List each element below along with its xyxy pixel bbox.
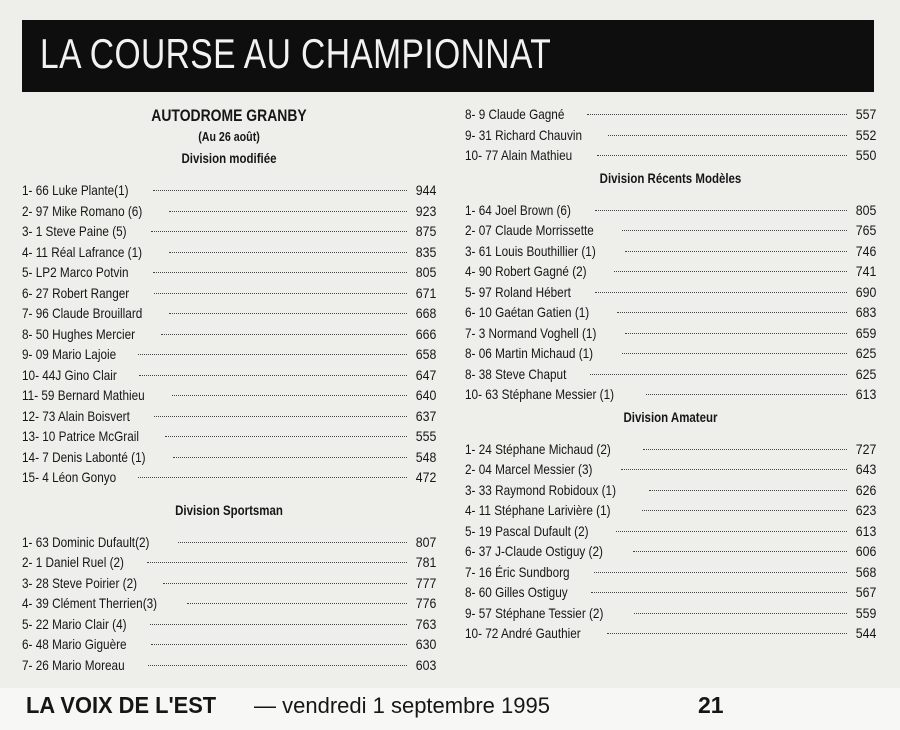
dot-leader [616,531,847,532]
publication-date: — vendredi 1 septembre 1995 [254,693,550,718]
points-value: 805 [855,201,876,218]
dot-leader [646,394,846,395]
standings-row [465,384,876,405]
driver-entry: 2- 07 Claude Morrissette [465,222,594,238]
points-value: 765 [855,222,876,238]
dot-leader [633,551,846,552]
points-value: 647 [415,366,436,383]
driver-entry: 12- 73 Alain Boisvert [22,407,130,424]
points-value: 640 [415,387,436,403]
dot-leader [153,190,407,191]
standings-row [22,406,436,427]
points-value: 807 [415,533,436,550]
standings-row [465,145,876,166]
dot-leader [617,312,847,313]
dot-leader [161,334,407,335]
standings-row [22,593,436,614]
driver-entry: 10- 44J Gino Clair [22,366,117,383]
dot-leader [151,231,407,232]
standings-row [465,241,876,262]
points-value: 763 [415,615,436,632]
standings-row [465,582,876,603]
standings-row [465,541,876,562]
standings-row [465,459,876,480]
driver-entry: 15- 4 Léon Gonyo [22,469,117,485]
standings-row [22,447,436,468]
dot-leader [614,271,847,272]
driver-entry: 10- 77 Alain Mathieu [465,147,573,163]
points-value: 472 [415,469,436,485]
points-value: 548 [415,448,436,465]
driver-entry: 1- 64 Joel Brown (6) [465,201,571,218]
points-value: 568 [855,563,876,580]
dot-leader [165,436,406,437]
driver-entry: 8- 50 Hughes Mercier [22,325,136,342]
dot-leader [138,354,407,355]
as-of-date: (Au 26 août) [198,129,260,144]
dot-leader [148,665,406,666]
driver-entry: 5- 19 Pascal Dufault (2) [465,522,589,539]
standings-row [22,385,436,406]
driver-entry: 4- 90 Robert Gagné (2) [465,263,587,279]
points-value: 781 [415,554,436,570]
standings-row [465,500,876,521]
points-value: 944 [415,182,436,198]
points-value: 690 [855,283,876,300]
points-value: 643 [855,461,876,477]
driver-entry: 13- 10 Patrice McGrail [22,428,139,444]
driver-entry: 7- 16 Éric Sundborg [465,563,570,580]
driver-entry: 9- 31 Richard Chauvin [465,126,583,143]
points-value: 603 [415,656,436,673]
driver-entry: 6- 10 Gaétan Gatien (1) [465,304,590,320]
standings-row [22,426,436,447]
dot-leader [607,633,847,634]
points-value: 625 [855,365,876,382]
driver-entry: 3- 28 Steve Poirier (2) [22,574,138,591]
dot-leader [649,490,847,491]
points-value: 613 [855,386,876,402]
driver-entry: 10- 63 Stéphane Messier (1) [465,386,615,402]
dot-leader [590,374,847,375]
points-value: 552 [855,126,876,143]
standings-row [22,242,436,263]
driver-entry: 4- 39 Clément Therrien(3) [22,595,158,611]
standings-row [22,324,436,345]
standings-row [465,104,876,125]
points-value: 727 [855,440,876,457]
division-heading: Division Récents Modèles [599,169,742,186]
division-heading: Division Amateur [623,408,718,425]
driver-entry: 3- 1 Steve Paine (5) [22,223,127,239]
points-value: 923 [415,202,436,219]
driver-entry: 6- 48 Mario Giguère [22,636,127,652]
standings-row [465,439,876,460]
points-value: 683 [855,304,876,320]
driver-entry: 14- 7 Denis Labonté (1) [22,448,146,465]
points-value: 567 [855,584,876,600]
driver-entry: 4- 11 Stéphane Larivière (1) [465,502,611,518]
driver-entry: 7- 3 Normand Voghell (1) [465,324,597,341]
standings-row [22,303,436,324]
standings-row [465,261,876,282]
points-value: 776 [415,595,436,611]
standings-row [465,200,876,221]
driver-entry: 6- 27 Robert Ranger [22,284,130,301]
driver-entry: 5- LP2 Marco Potvin [22,264,129,280]
standings-row [22,365,436,386]
dot-leader [595,292,847,293]
dot-leader [151,644,407,645]
dot-leader [608,135,846,136]
standings-row [22,283,436,304]
dot-leader [642,510,846,511]
dot-leader [621,469,847,470]
points-value: 671 [415,284,436,301]
page-footer [0,688,900,730]
dot-leader [178,542,407,543]
points-value: 835 [415,243,436,260]
dot-leader [595,210,847,211]
points-value: 559 [855,604,876,621]
dot-leader [163,583,407,584]
driver-entry: 3- 33 Raymond Robidoux (1) [465,481,617,498]
left-column [22,104,436,675]
dot-leader [169,313,406,314]
standings-row [22,467,436,488]
dot-leader [138,477,407,478]
standings-row [22,201,436,222]
dot-leader [594,572,847,573]
dot-leader [622,353,847,354]
standings-row [465,562,876,583]
dot-leader [147,562,406,563]
points-value: 555 [415,428,436,444]
points-value: 777 [415,574,436,591]
standings-row [465,623,876,644]
standings-row [465,302,876,323]
dot-leader [587,114,846,115]
standings-row [22,262,436,283]
dot-leader [591,592,846,593]
standings-row [22,221,436,242]
dot-leader [172,395,407,396]
standings-row [22,532,436,553]
driver-entry: 2- 04 Marcel Messier (3) [465,461,593,477]
standings-row [465,220,876,241]
driver-entry: 9- 09 Mario Lajoie [22,346,117,362]
driver-entry: 8- 9 Claude Gagné [465,106,565,122]
dot-leader [154,416,406,417]
dot-leader [597,155,847,156]
points-value: 746 [855,242,876,259]
points-value: 666 [415,325,436,342]
points-value: 805 [415,264,436,280]
points-value: 557 [855,106,876,122]
driver-entry: 3- 61 Louis Bouthillier (1) [465,242,596,259]
driver-entry: 8- 06 Martin Michaud (1) [465,345,594,361]
dot-leader [187,603,407,604]
driver-entry: 9- 57 Stéphane Tessier (2) [465,604,604,621]
dot-leader [625,251,847,252]
points-value: 626 [855,481,876,498]
dot-leader [622,230,846,231]
points-value: 659 [855,324,876,341]
standings-row [22,180,436,201]
points-value: 623 [855,502,876,518]
standings-row [22,344,436,365]
points-value: 668 [415,305,436,321]
standings-row [465,603,876,624]
standings-row [465,125,876,146]
driver-entry: 5- 22 Mario Clair (4) [22,615,127,632]
standings-row [465,521,876,542]
standings-row [22,552,436,573]
standings-row [465,343,876,364]
points-value: 613 [855,522,876,539]
driver-entry: 6- 37 J-Claude Ostiguy (2) [465,543,603,559]
driver-entry: 1- 24 Stéphane Michaud (2) [465,440,611,457]
standings-row [22,655,436,676]
dot-leader [139,375,407,376]
driver-entry: 7- 26 Mario Moreau [22,656,125,673]
driver-entry: 7- 96 Claude Brouillard [22,305,143,321]
standings-row [22,614,436,635]
driver-entry: 8- 60 Gilles Ostiguy [465,584,568,600]
dot-leader [169,211,406,212]
points-value: 606 [855,543,876,559]
dot-leader [169,252,407,253]
dot-leader [634,613,847,614]
driver-entry: 2- 1 Daniel Ruel (2) [22,554,124,570]
standings-row [22,573,436,594]
standings-row [465,480,876,501]
dot-leader [173,457,407,458]
driver-entry: 1- 63 Dominic Dufault(2) [22,533,150,550]
dot-leader [150,624,406,625]
dot-leader [625,333,846,334]
page-title: LA COURSE AU CHAMPIONNAT [40,30,552,77]
page-number: 21 [698,692,724,718]
driver-entry: 10- 72 André Gauthier [465,625,581,641]
division-heading: Division modifiée [181,150,277,166]
points-value: 741 [855,263,876,279]
points-value: 658 [415,346,436,362]
standings-row [465,282,876,303]
points-value: 637 [415,407,436,424]
dot-leader [154,293,407,294]
points-value: 550 [855,147,876,163]
dot-leader [153,272,407,273]
division-heading: Division Sportsman [175,501,283,518]
standings-row [465,323,876,344]
points-value: 630 [415,636,436,652]
standings-row [465,364,876,385]
driver-entry: 2- 97 Mike Romano (6) [22,202,143,219]
driver-entry: 11- 59 Bernard Mathieu [22,387,145,403]
publication-name: LA VOIX DE L'EST [26,692,217,718]
track-heading: AUTODROME GRANBY [151,106,307,125]
dot-leader [643,449,847,450]
driver-entry: 4- 11 Réal Lafrance (1) [22,243,143,260]
points-value: 875 [415,223,436,239]
right-column [465,104,876,644]
driver-entry: 5- 97 Roland Hébert [465,283,571,300]
driver-entry: 8- 38 Steve Chaput [465,365,567,382]
standings-row [22,634,436,655]
driver-entry: 1- 66 Luke Plante(1) [22,182,129,198]
points-value: 544 [855,625,876,641]
title-banner [22,20,874,92]
points-value: 625 [855,345,876,361]
